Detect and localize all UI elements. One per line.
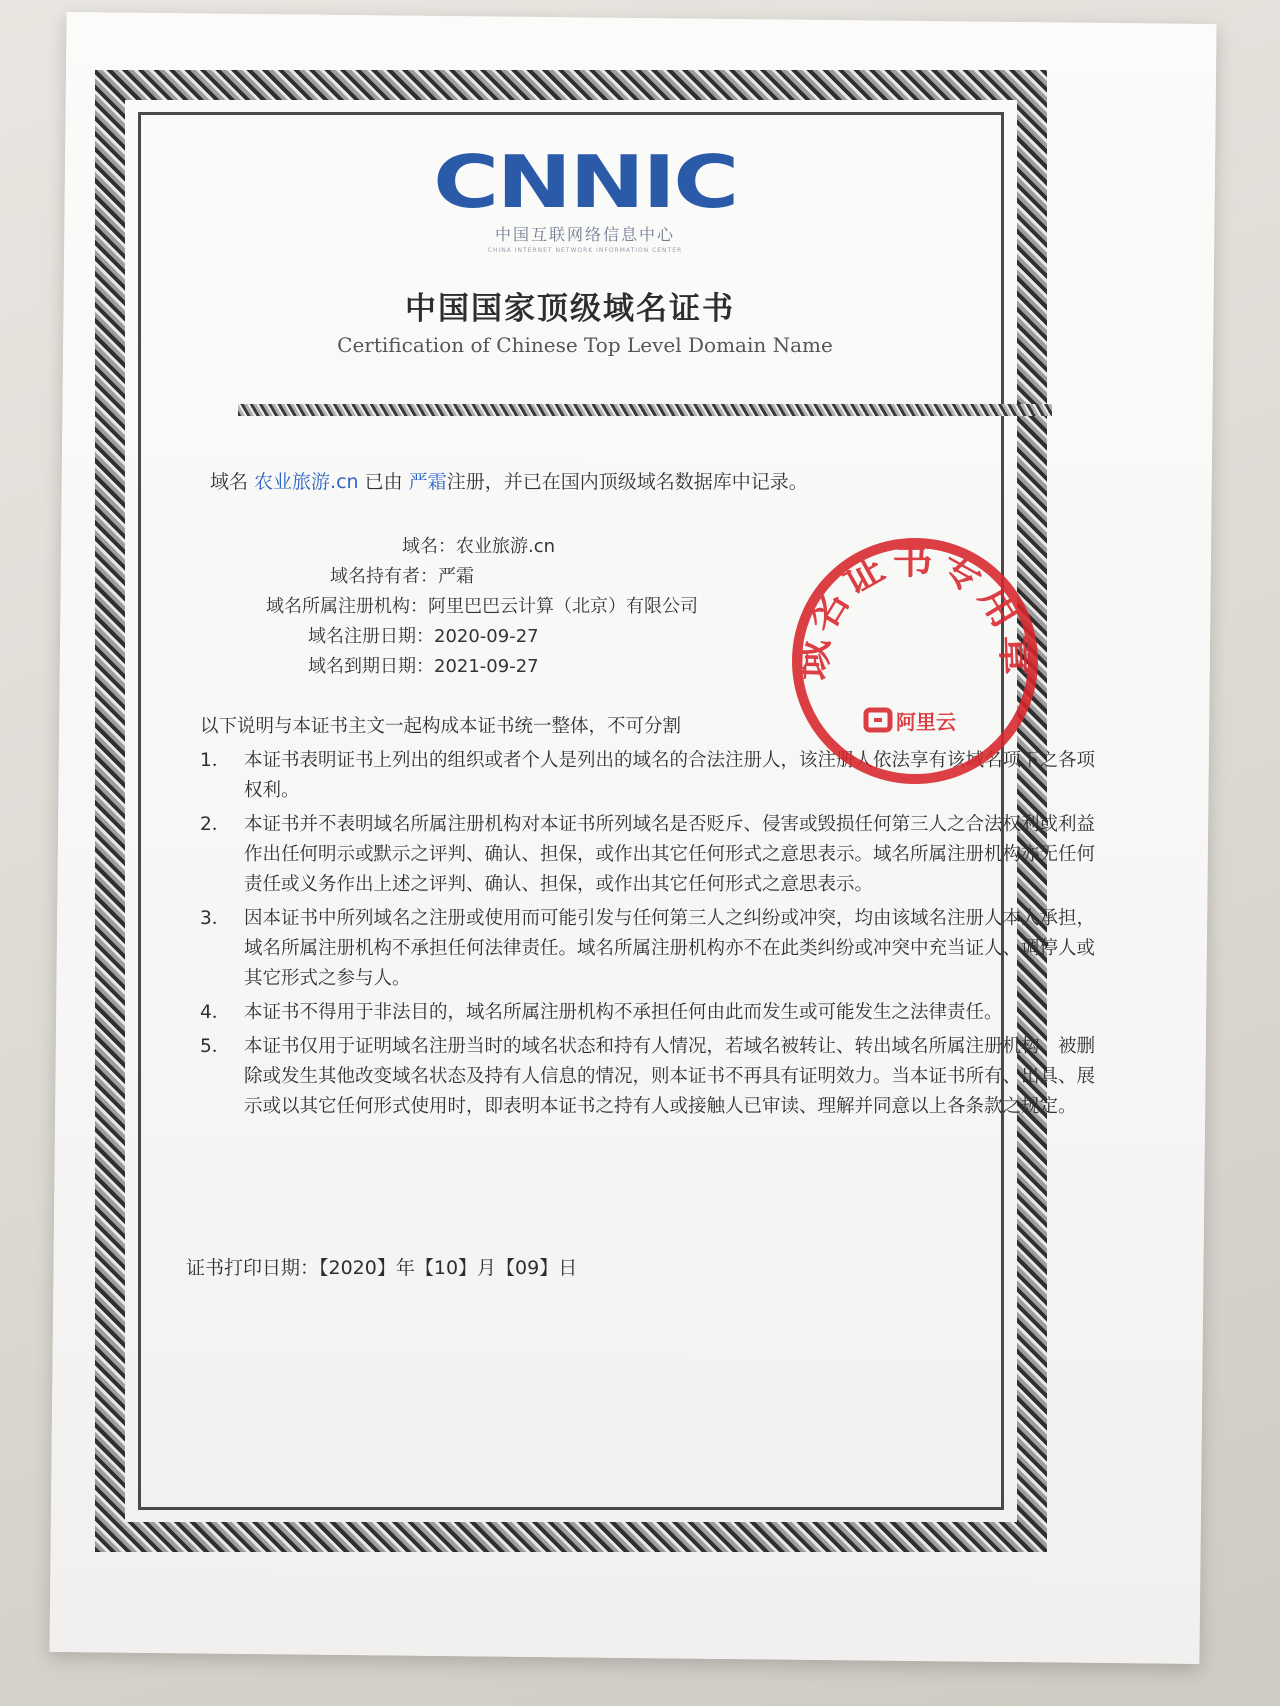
print-date: 证书打印日期：【2020】年【10】月【09】日	[186, 1257, 578, 1279]
term-text: 本证书不得用于非法目的，域名所属注册机构不承担任何由此而发生或可能发生之法律责任。	[244, 1002, 1003, 1023]
intro-text-2: 已由	[358, 471, 409, 493]
field-value: 阿里巴巴云计算（北京）有限公司	[428, 596, 698, 617]
intro-domain: 农业旅游.cn	[254, 471, 359, 493]
term-number: 1．	[200, 750, 231, 771]
title-divider	[238, 404, 1052, 416]
field-exp-date	[308, 652, 539, 678]
field-label: 域名持有者：	[330, 566, 438, 587]
term-item	[200, 904, 1100, 994]
term-number: 4．	[200, 1002, 231, 1023]
intro-holder: 严霜	[408, 471, 447, 493]
seal-text: 域名证书专用章	[789, 536, 1041, 681]
field-label: 域名注册日期：	[308, 626, 434, 647]
field-value: 2020-09-27	[434, 626, 539, 647]
official-seal-icon	[788, 534, 1042, 788]
intro-sentence	[210, 467, 808, 494]
term-number: 2．	[200, 814, 231, 835]
field-holder	[330, 562, 474, 588]
term-text: 本证书并不表明域名所属注册机构对本证书所列域名是否贬斥、侵害或毁损任何第三人之合法权利或利益作出任何明示或默示之评判、确认、担保，或作出其它任何形式之意思表示。域名所属注册机构亦无任何责任或义务作出上述之评判、确认、担保，或作出其它任何形式之意思表示。	[244, 814, 1096, 895]
field-value: 2021-09-27	[434, 656, 539, 677]
field-label: 域名：	[402, 536, 456, 557]
field-value: 农业旅游.cn	[456, 536, 556, 557]
field-registrar	[266, 592, 698, 618]
aliyun-logo-icon	[866, 710, 956, 734]
logo-subtitle: 中国互联网络信息中心	[494, 225, 675, 244]
intro-text-1: 域名	[210, 471, 255, 493]
title-chinese: 中国国家顶级域名证书	[405, 291, 735, 327]
term-item	[200, 1032, 1100, 1122]
field-value: 严霜	[438, 566, 474, 587]
seal-brand: 阿里云	[896, 710, 956, 734]
cnnic-logo	[420, 140, 750, 254]
term-text: 本证书仅用于证明域名注册当时的域名状态和持有人情况，若域名被转让、转出域名所属注册机构、被删除或发生其他改变域名状态及持有人信息的情况，则本证书不再具有证明效力。当本证书所有、出具、展示或以其它任何形式使用时，即表明本证书之持有人或接触人已审读、理解并同意以上各条款之规定。	[244, 1036, 1096, 1117]
terms-lead: 以下说明与本证书主文一起构成本证书统一整体，不可分割	[200, 716, 682, 737]
term-number: 5．	[200, 1036, 231, 1057]
field-domain	[402, 532, 555, 558]
term-text: 本证书表明证书上列出的组织或者个人是列出的域名的合法注册人，该注册人依法享有该域名项下之各项权利。	[244, 750, 1096, 801]
term-item	[200, 998, 1100, 1028]
field-reg-date	[308, 622, 539, 648]
field-label: 域名所属注册机构：	[266, 596, 428, 617]
intro-text-3: 注册，并已在国内顶级域名数据库中记录。	[446, 471, 808, 493]
logo-mark: CNNIC	[433, 140, 737, 224]
term-text: 因本证书中所列域名之注册或使用而可能引发与任何第三人之纠纷或冲突，均由该域名注册人本人承担，域名所属注册机构不承担任何法律责任。域名所属注册机构亦不在此类纠纷或冲突中充当证人、调停人或其它形式之参与人。	[244, 908, 1096, 989]
logo-english: CHINA INTERNET NETWORK INFORMATION CENTER	[487, 247, 683, 254]
term-number: 3．	[200, 908, 231, 929]
title-english: Certification of Chinese Top Level Domain Name	[337, 333, 833, 357]
svg-text:域名证书专用章	[789, 536, 1040, 681]
field-label: 域名到期日期：	[308, 656, 434, 677]
term-item	[200, 810, 1100, 900]
